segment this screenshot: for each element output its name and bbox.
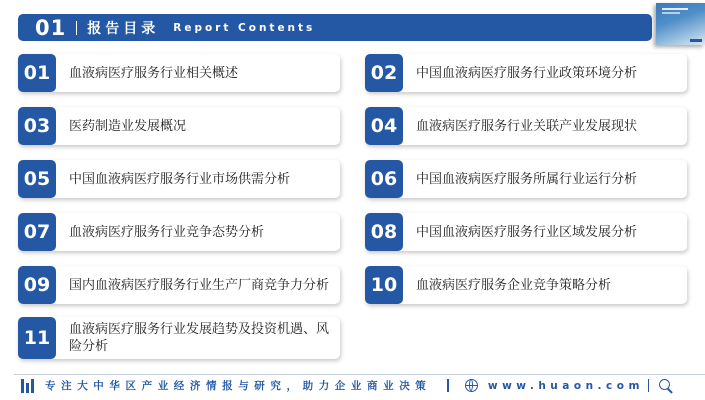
toc-number: 11 [18,317,56,359]
toc-item-04[interactable] [365,107,687,145]
toc-item-11[interactable] [18,317,340,359]
section-number: 01 [35,15,67,40]
toc-number: 09 [18,266,56,304]
logo-icon [21,379,35,393]
section-header [18,14,652,41]
toc-label: 国内血液病医疗服务行业生产厂商竞争力分析 [69,277,330,293]
toc-item-06[interactable] [365,160,687,198]
footer-divider [447,379,449,392]
toc-number: 02 [365,54,403,92]
toc-item-01[interactable] [18,54,340,92]
section-subtitle: Report Contents [173,21,316,34]
toc-number: 04 [365,107,403,145]
globe-icon [465,379,478,392]
toc-number: 10 [365,266,403,304]
toc-label: 血液病医疗服务行业发展趋势及投资机遇、风险分析 [69,322,330,354]
toc-number: 01 [18,54,56,92]
toc-label: 血液病医疗服务行业关联产业发展现状 [416,118,638,134]
toc-label: 血液病医疗服务企业竞争策略分析 [416,277,612,293]
toc-item-02[interactable] [365,54,687,92]
toc-number: 06 [365,160,403,198]
section-title: 报告目录 [87,20,160,37]
toc-label: 血液病医疗服务行业竞争态势分析 [69,224,265,240]
toc-number: 08 [365,213,403,251]
toc-label: 血液病医疗服务行业相关概述 [69,65,239,81]
footer-divider [648,379,650,392]
toc-number: 05 [18,160,56,198]
search-icon[interactable] [659,379,673,393]
report-cover-thumbnail [656,3,705,45]
toc-item-07[interactable] [18,213,340,251]
toc-item-05[interactable] [18,160,340,198]
footer [14,374,705,396]
toc-item-09[interactable] [18,266,340,304]
toc-item-08[interactable] [365,213,687,251]
toc-item-10[interactable] [365,266,687,304]
toc-item-03[interactable] [18,107,340,145]
footer-website-link[interactable]: www.huaon.com [487,379,644,392]
footer-slogan: 专注大中华区产业经济情报与研究，助力企业商业决策 [45,380,432,392]
toc-label: 中国血液病医疗服务行业市场供需分析 [69,171,291,187]
header-divider [76,21,77,35]
toc-label: 中国血液病医疗服务行业区域发展分析 [416,224,638,240]
toc-label: 医药制造业发展概况 [69,118,187,134]
toc-number: 03 [18,107,56,145]
toc-number: 07 [18,213,56,251]
toc-label: 中国血液病医疗服务所属行业运行分析 [416,171,638,187]
toc-label: 中国血液病医疗服务行业政策环境分析 [416,65,638,81]
